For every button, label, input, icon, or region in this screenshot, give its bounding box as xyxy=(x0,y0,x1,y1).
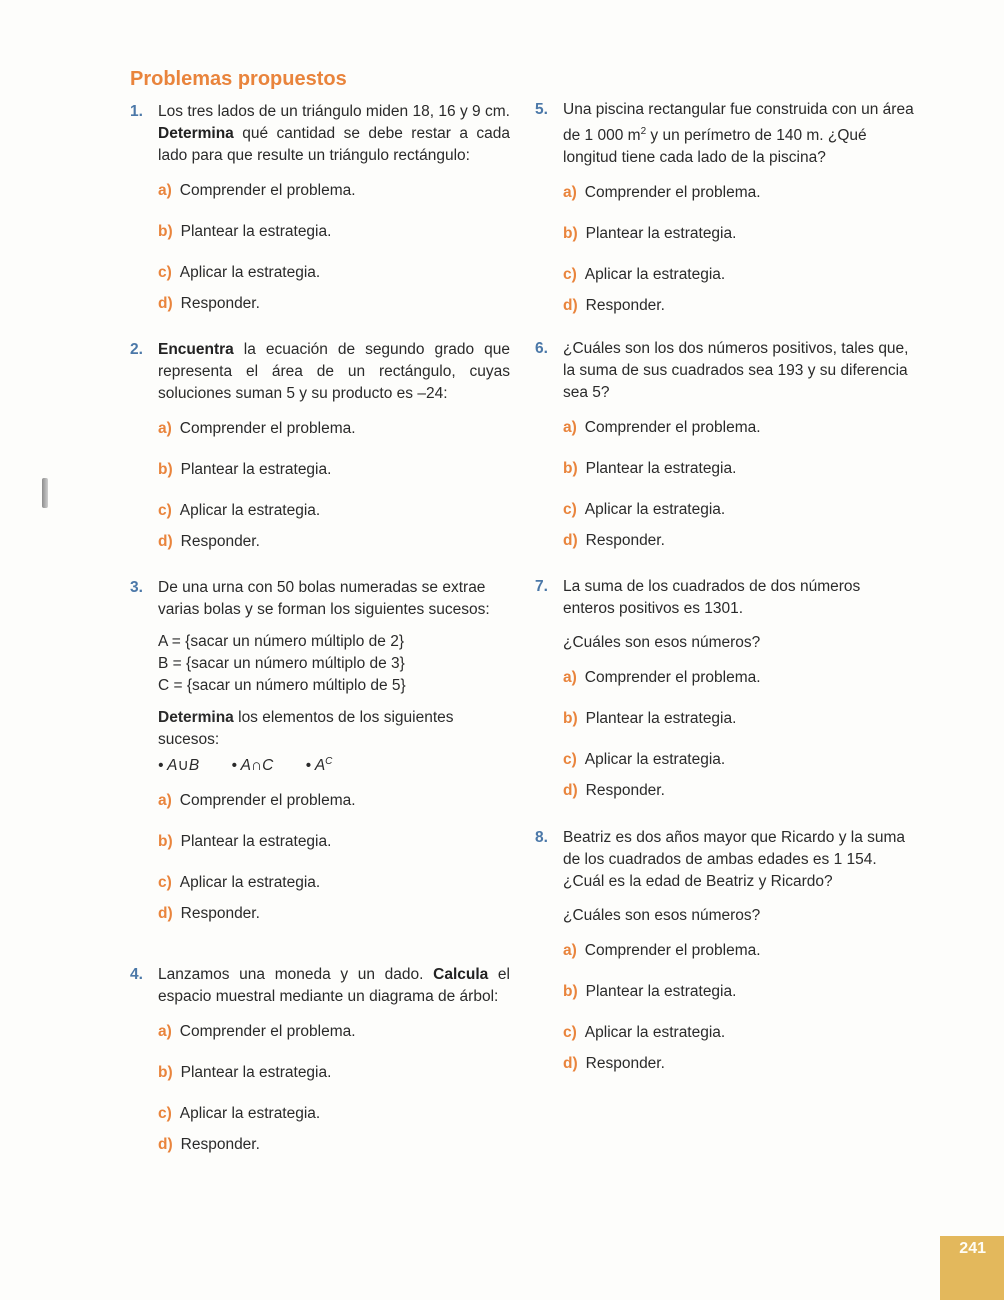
steps-list xyxy=(535,416,915,553)
step-b: b) Plantear la estrategia. xyxy=(158,1064,332,1081)
problem-number: 3. xyxy=(130,579,143,596)
event-definitions xyxy=(130,631,510,697)
problem-6 xyxy=(535,338,915,553)
step-c: c) Aplicar la estrategia. xyxy=(563,266,726,284)
step-a: a) Comprender el problema. xyxy=(158,792,356,810)
step-d: d) Responder. xyxy=(158,1136,260,1153)
step-c: c) Aplicar la estrategia. xyxy=(563,1024,726,1041)
step-d: d) Responder. xyxy=(158,295,260,312)
page-number-tab xyxy=(940,1236,1004,1300)
problem-8 xyxy=(535,827,915,1076)
step-d: d) Responder. xyxy=(563,297,665,315)
binder-clip xyxy=(42,478,48,508)
step-c: c) Aplicar la estrategia. xyxy=(563,751,726,768)
operations-block: Determina los elementos de los siguientes sucesos: • A∪B • A∩C • $A^C$ xyxy=(130,707,510,777)
problem-7 xyxy=(535,576,915,803)
set-b: B = {sacar un número múltiplo de 3} xyxy=(158,655,405,672)
step-b: b) Plantear la estrategia. xyxy=(563,983,737,1000)
step-a: a) Comprender el problema. xyxy=(158,1023,356,1040)
problem-number: 2. xyxy=(130,341,143,358)
problem-statement: 3. De una urna con 50 bolas numeradas se extrae varias bolas y se forman los siguientes sucesos: xyxy=(130,579,490,618)
problem-number: 1. xyxy=(130,103,143,120)
step-d: d) Responder. xyxy=(158,905,260,923)
section-title: Problemas propuestos xyxy=(130,68,347,90)
problem-question: ¿Cuáles son esos números? xyxy=(563,634,761,651)
step-a: a) Comprender el problema. xyxy=(563,419,761,436)
step-a: a) Comprender el problema. xyxy=(158,182,356,199)
step-c: c) Aplicar la estrategia. xyxy=(158,1105,321,1122)
step-d: d) Responder. xyxy=(158,533,260,550)
problem-statement: 8. Beatriz es dos años mayor que Ricardo y la suma de los cuadrados de ambas edades es 1 154. ¿Cuál es la edad de Beatriz y Ricardo? xyxy=(535,829,906,890)
problem-5 xyxy=(535,99,915,318)
problem-statement: 4. Lanzamos una moneda y un dado. Calcula el espacio muestral mediante un diagrama de árbol: xyxy=(130,966,510,1005)
set-c: C = {sacar un número múltiplo de 5} xyxy=(158,677,406,694)
problem-number: 7. xyxy=(535,578,548,595)
problem-statement: 1. Los tres lados de un triángulo miden 18, 16 y 9 cm. Determina qué cantidad se debe restar a cada lado para que resulte un triángulo rectángulo: xyxy=(130,103,510,164)
steps-list xyxy=(130,789,510,926)
step-d: d) Responder. xyxy=(563,532,665,549)
step-b: b) Plantear la estrategia. xyxy=(158,461,332,478)
problem-1 xyxy=(130,101,510,316)
problem-3 xyxy=(130,577,510,926)
step-b: b) Plantear la estrategia. xyxy=(563,710,737,727)
step-b: b) Plantear la estrategia. xyxy=(563,460,737,477)
step-d: d) Responder. xyxy=(563,782,665,799)
step-c: c) Aplicar la estrategia. xyxy=(563,501,726,518)
step-c: c) Aplicar la estrategia. xyxy=(158,264,321,281)
problem-number: 6. xyxy=(535,340,548,357)
step-a: a) Comprender el problema. xyxy=(158,420,356,437)
step-a: a) Comprender el problema. xyxy=(563,184,761,202)
steps-list xyxy=(535,181,915,318)
set-a: A = {sacar un número múltiplo de 2} xyxy=(158,633,405,650)
step-c: c) Aplicar la estrategia. xyxy=(158,502,321,519)
problem-statement: 2. Encuentra la ecuación de segundo grado que representa el área de un rectángulo, cuyas soluciones suman 5 y su producto es –24: xyxy=(130,341,510,402)
problem-number: 4. xyxy=(130,966,143,983)
problem-statement: 6. ¿Cuáles son los dos números positivos, tales que, la suma de sus cuadrados sea 193 y su diferencia sea 5? xyxy=(535,340,909,401)
step-a: a) Comprender el problema. xyxy=(563,942,761,959)
problem-statement: 5. Una piscina rectangular fue construida con un área de 1 000 $m^2$ y un perímetro de 140 m. ¿Qué longitud tiene cada lado de la piscina? xyxy=(535,101,914,167)
op-intersection: • A∩C xyxy=(231,757,274,775)
problem-2 xyxy=(130,339,510,554)
step-a: a) Comprender el problema. xyxy=(563,669,761,686)
op-union: • A∪B xyxy=(158,757,200,775)
op-complement: • $A^C$ xyxy=(305,756,333,775)
steps-list xyxy=(130,179,510,316)
steps-list xyxy=(535,666,915,803)
step-c: c) Aplicar la estrategia. xyxy=(158,874,321,892)
steps-list xyxy=(130,417,510,554)
problem-number: 8. xyxy=(535,829,548,846)
problem-4 xyxy=(130,964,510,1157)
steps-list xyxy=(130,1020,510,1157)
step-b: b) Plantear la estrategia. xyxy=(563,225,737,243)
problem-statement: 7. La suma de los cuadrados de dos números enteros positivos es 1301. xyxy=(535,578,861,617)
steps-list xyxy=(535,939,915,1076)
page-number: 241 xyxy=(959,1240,986,1257)
step-d: d) Responder. xyxy=(563,1055,665,1072)
problem-number: 5. xyxy=(535,101,548,118)
step-b: b) Plantear la estrategia. xyxy=(158,223,332,240)
step-b: b) Plantear la estrategia. xyxy=(158,833,332,851)
operations-list xyxy=(158,751,510,777)
problem-question: ¿Cuáles son esos números? xyxy=(563,907,761,924)
